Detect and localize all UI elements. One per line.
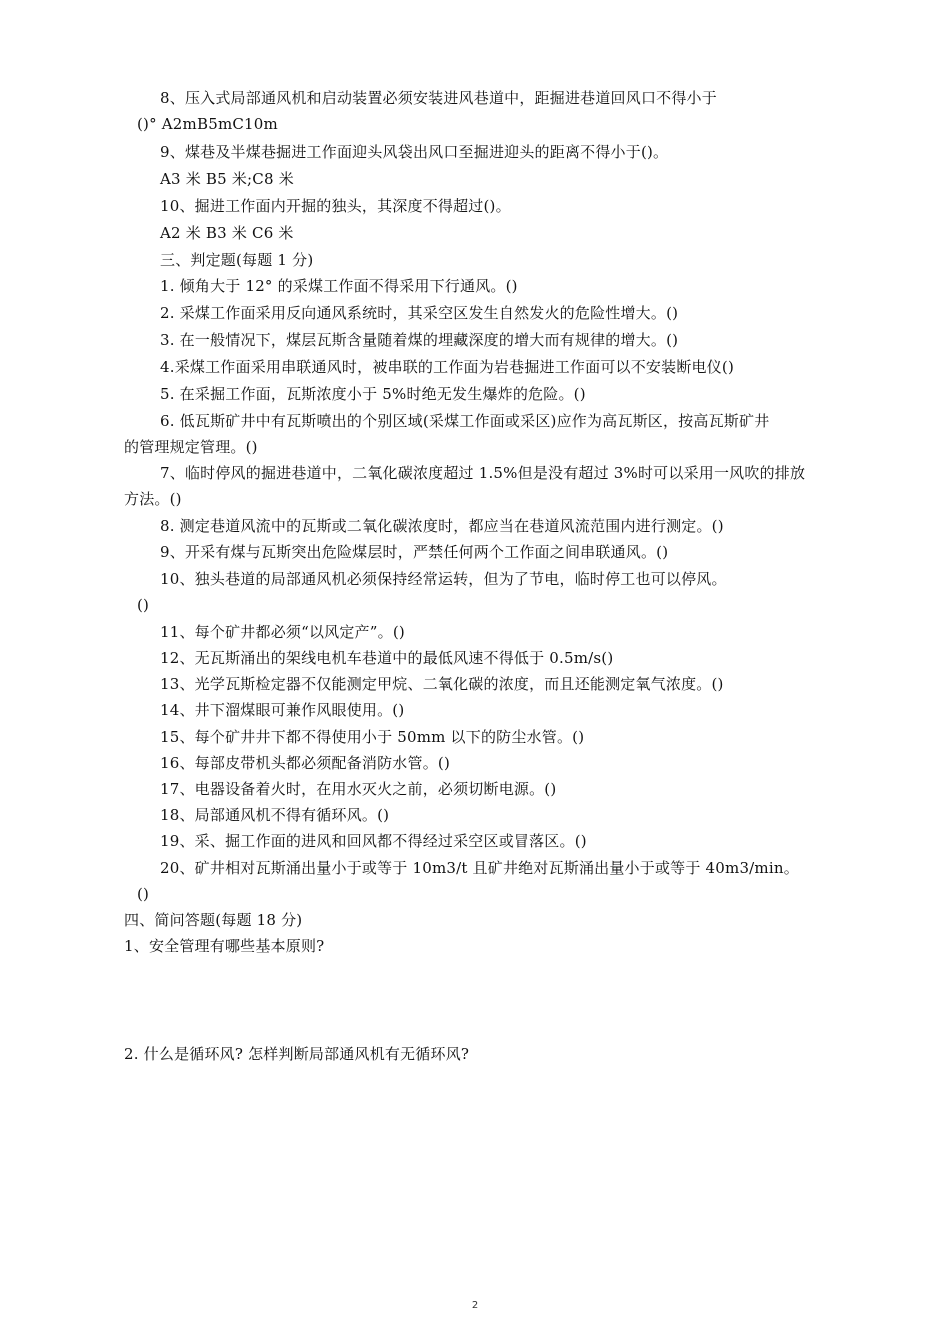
judgment-item-19: 19、采、掘工作面的进风和回风都不得经过采空区或冒落区。(): [160, 832, 587, 850]
question-9-text: 9、煤巷及半煤巷掘进工作面迎头风袋出风口至掘进迎头的距离不得小于()。: [160, 143, 669, 161]
question-8-options: ()° A2mB5mC10m: [137, 115, 278, 133]
short-answer-question-1: 1、安全管理有哪些基本原则?: [124, 937, 325, 955]
question-9-options: A3 米 B5 米;C8 米: [160, 170, 294, 188]
judgment-item-14: 14、井下溜煤眼可兼作风眼使用。(): [160, 701, 405, 719]
judgment-item-7-line-1: 7、临时停风的掘进巷道中，二氧化碳浓度超过 1.5%但是没有超过 3%时可以采用一风吹的排放: [160, 464, 806, 482]
judgment-item-5: 5. 在采掘工作面，瓦斯浓度小于 5%时绝无发生爆炸的危险。(): [160, 385, 586, 403]
short-answer-question-2: 2. 什么是循环风? 怎样判断局部通风机有无循环风?: [124, 1045, 470, 1063]
judgment-item-16: 16、每部皮带机头都必须配备消防水管。(): [160, 754, 450, 772]
judgment-item-11: 11、每个矿井都必须“以风定产”。(): [160, 623, 405, 641]
judgment-item-9: 9、开采有煤与瓦斯突出危险煤层时，严禁任何两个工作面之间串联通风。(): [160, 543, 669, 561]
judgment-item-13: 13、光学瓦斯检定器不仅能测定甲烷、二氧化碳的浓度，而且还能测定氧气浓度。(): [160, 675, 724, 693]
judgment-item-12: 12、无瓦斯涌出的架线电机车巷道中的最低风速不得低于 0.5m/s(): [160, 649, 614, 667]
page-number: 2: [471, 1300, 479, 1311]
judgment-item-6-line-1: 6. 低瓦斯矿井中有瓦斯喷出的个别区域(采煤工作面或采区)应作为高瓦斯区，按高瓦斯矿井: [160, 412, 770, 430]
judgment-item-7-line-2: 方法。(): [124, 490, 182, 508]
judgment-item-20-line-1: 20、矿井相对瓦斯涌出量小于或等于 10m3/t 且矿井绝对瓦斯涌出量小于或等于 40m3/min。: [160, 859, 799, 877]
judgment-item-2: 2. 采煤工作面采用反向通风系统时，其采空区发生自然发火的危险性增大。(): [160, 304, 679, 322]
judgment-item-8: 8. 测定巷道风流中的瓦斯或二氧化碳浓度时，都应当在巷道风流范围内进行测定。(): [160, 517, 724, 535]
judgment-item-6-line-2: 的管理规定管理。(): [124, 438, 258, 456]
section-heading-judgment: 三、判定题(每题 1 分): [160, 251, 314, 269]
section-heading-short-answer: 四、简问答题(每题 18 分): [124, 911, 303, 929]
question-10-text: 10、掘进工作面内开掘的独头，其深度不得超过()。: [160, 197, 511, 215]
judgment-item-18: 18、局部通风机不得有循环风。(): [160, 806, 390, 824]
judgment-item-20-line-2: (): [137, 885, 150, 903]
judgment-item-17: 17、电器设备着火时，在用水灭火之前，必须切断电源。(): [160, 780, 557, 798]
question-10-options: A2 米 B3 米 C6 米: [160, 224, 294, 242]
judgment-item-3: 3. 在一般情况下，煤层瓦斯含量随着煤的埋藏深度的增大而有规律的增大。(): [160, 331, 679, 349]
judgment-item-15: 15、每个矿井井下都不得使用小于 50mm 以下的防尘水管。(): [160, 728, 585, 746]
judgment-item-1: 1. 倾角大于 12° 的采煤工作面不得采用下行通风。(): [160, 277, 518, 295]
judgment-item-10-line-1: 10、独头巷道的局部通风机必须保持经常运转，但为了节电，临时停工也可以停风。: [160, 570, 727, 588]
judgment-item-4: 4.采煤工作面采用串联通风时，被串联的工作面为岩巷掘进工作面可以不安装断电仪(): [160, 358, 735, 376]
judgment-item-10-line-2: (): [137, 596, 150, 614]
question-8-line-1: 8、压入式局部通风机和启动装置必须安装进风巷道中，距掘进巷道回风口不得小于: [160, 89, 717, 107]
